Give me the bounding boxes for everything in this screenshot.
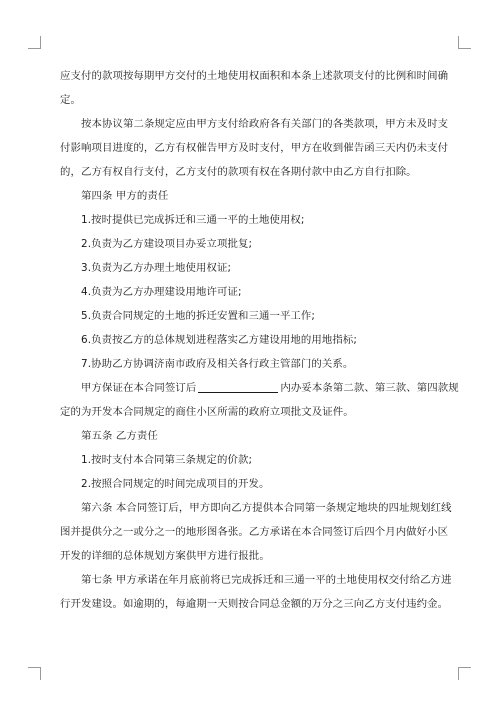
paragraph-line: 开发的详细的总体规划方案供甲方进行报批。 [60,550,270,562]
paragraph-line: 付影响项目进度的，乙方有权催告甲方及时支付，甲方在收到催告函三天内仍未支付 [60,142,449,154]
paragraph-line: 第七条 甲方承诺在年月底前将已完成拆迁和三通一平的土地使用权交付给乙方进 [81,574,452,586]
document-page [60,64,459,616]
paragraph-line: 按本协议第二条规定应由甲方支付给政府各有关部门的各类款项，甲方未及时支 [81,118,449,130]
paragraph-line: 应支付的款项按每期甲方交付的土地使用权面积和本条上述款项支付的比例和时间确 [60,70,449,82]
list-item: 4.负责为乙方办理建设用地许可证; [81,286,242,298]
paragraph-line: 图并提供分之一或分之一的地形图各张。乙方承诺在本合同签订后四个月内做好小区 [60,526,449,538]
article-5-title: 第五条 乙方责任 [81,430,158,442]
list-item: 7.协助乙方协调济南市政府及相关各行政主管部门的关系。 [81,358,354,370]
list-item: 2.按照合同规定的时间完成项目的开发。 [81,478,270,490]
guarantee-line [60,376,459,400]
list-item: 2.负责为乙方建设项目办妥立项批复; [81,238,253,250]
fill-in-blank [198,380,278,393]
crop-mark-bottom-right [458,667,471,680]
list-item: 1.按时支付本合同第三条规定的价款; [81,454,253,466]
list-item: 6.负责按乙方的总体规划进程落实乙方建设用地的用地指标; [81,334,357,346]
crop-mark-bottom-left [28,667,41,680]
paragraph-line: 定的为开发本合同规定的商住小区所需的政府立项批文及证件。 [60,406,354,418]
list-item: 3.负责为乙方办理土地使用权证; [81,262,232,274]
list-item: 1.按时提供已完成拆迁和三通一平的土地使用权; [81,214,305,226]
paragraph-line: 定。 [60,94,81,106]
crop-mark-top-left [28,36,41,49]
paragraph-line: 的，乙方有权自行支付，乙方支付的款项有权在各期付款中由乙方自行扣除。 [60,166,417,178]
paragraph-line: 第六条 本合同签订后，甲方即向乙方提供本合同第一条规定地块的四址规划红线 [81,502,452,514]
list-item: 5.负责合同规定的土地的拆迁安置和三通一平工作; [81,310,316,322]
article-4-title: 第四条 甲方的责任 [81,190,169,202]
paragraph-line: 行开发建设。如逾期的，每逾期一天则按合同总金额的万分之三向乙方支付违约金。 [60,598,449,610]
guarantee-text-after: 内办妥本条第二款、第三款、第四款规 [280,382,459,394]
crop-mark-top-right [458,36,471,49]
guarantee-text-before: 甲方保证在本合同签订后 [81,382,197,394]
